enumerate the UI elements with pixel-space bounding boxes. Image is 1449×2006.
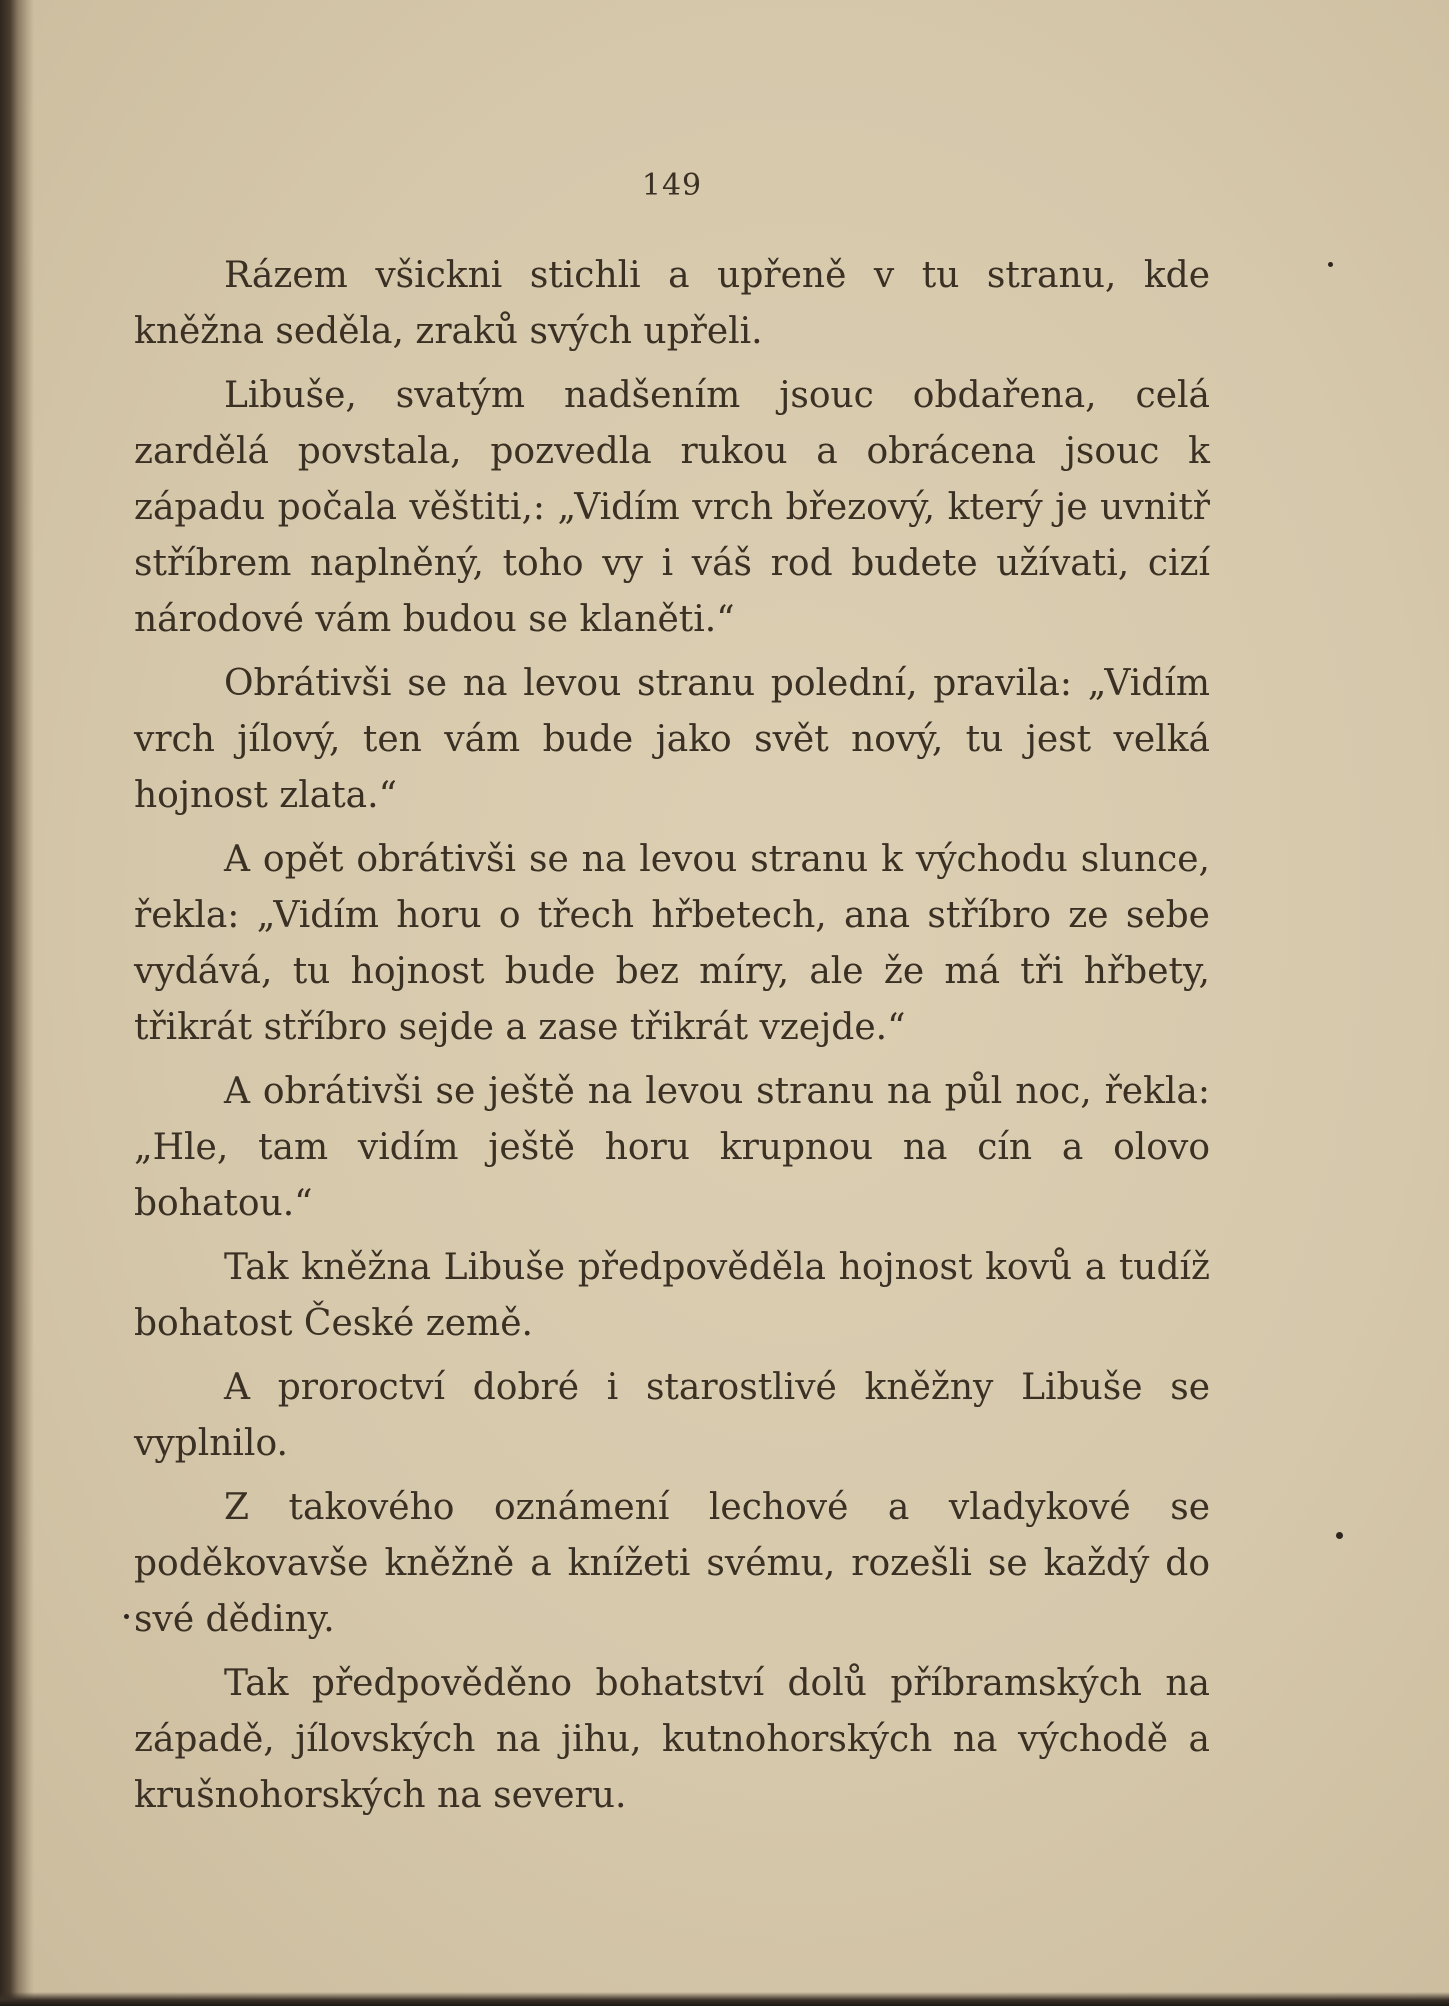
paragraph: A proroctví dobré i starostlivé kněžny Libuše se vyplnilo. bbox=[134, 1367, 1210, 1464]
book-page bbox=[134, 150, 1210, 1850]
page-number: 149 bbox=[641, 168, 703, 203]
book-binding-edge bbox=[0, 0, 34, 2006]
ink-speck bbox=[124, 1614, 129, 1619]
paragraph: Tak kněžna Libuše předpověděla hojnost kovů a tudíž bohatost České země. bbox=[134, 1247, 1210, 1344]
paragraph: A opět obrátivši se na levou stranu k východu slunce, řekla: „Vidím horu o třech hřbetech, ana stříbro ze sebe vydává, tu hojnost bude bez míry, ale že má tři hřbety, třikrát stříbro sejde a zase třikrát vzejde.“ bbox=[134, 839, 1210, 1048]
ink-speck bbox=[1336, 1532, 1343, 1539]
paragraph: Rázem všickni stichli a upřeně v tu stranu, kde kněžna seděla, zraků svých upřeli. bbox=[134, 255, 1210, 352]
paragraph: Tak předpověděno bohatství dolů příbramských na západě, jílovských na jihu, kutnohorských na východě a krušnohorských na severu. bbox=[134, 1663, 1210, 1816]
page-text bbox=[134, 248, 1210, 1832]
paragraph: Obrátivši se na levou stranu polední, pravila: „Vidím vrch jílový, ten vám bude jako svět nový, tu jest velká hojnost zlata.“ bbox=[134, 663, 1210, 816]
paragraph: Libuše, svatým nadšením jsouc obdařena, celá zardělá povstala, pozvedla rukou a obrácena jsouc k západu počala věštiti,: „Vidím vrch březový, který je uvnitř stříbrem naplněný, toho vy i váš rod budete užívati, cizí národové vám budou se klaněti.“ bbox=[134, 375, 1210, 640]
paragraph: A obrátivši se ještě na levou stranu na půl noc, řekla: „Hle, tam vidím ještě horu krupnou na cín a olovo bohatou.“ bbox=[134, 1071, 1210, 1224]
paragraph: Z takového oznámení lechové a vladykové se poděkovavše kněžně a knížeti svému, rozešli se každý do své dědiny. bbox=[134, 1487, 1210, 1640]
ink-speck bbox=[1328, 262, 1333, 267]
page-bottom-edge bbox=[0, 1992, 1449, 2006]
